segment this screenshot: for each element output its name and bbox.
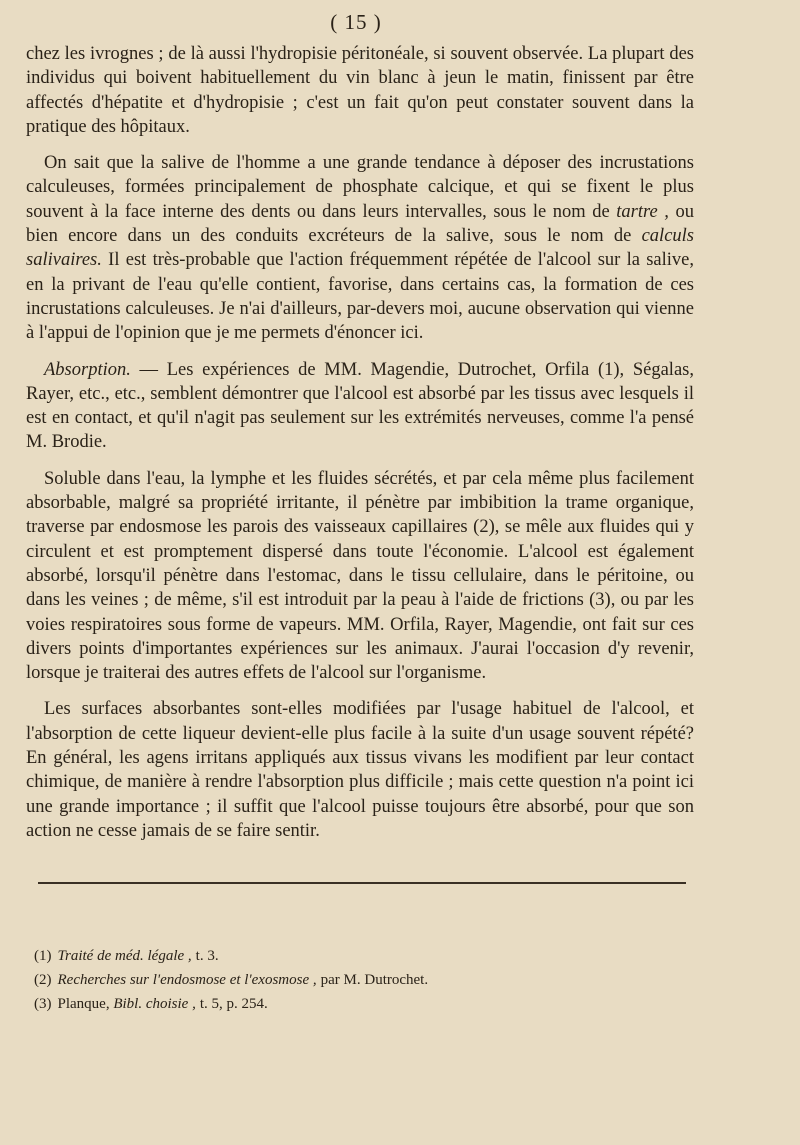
section-heading-absorption: Absorption. <box>44 359 131 380</box>
paragraph-2 <box>26 151 694 345</box>
footnote-1 <box>34 944 694 968</box>
paragraph-2-text-a: On sait que la salive de l'homme a une grande tendance à déposer des incrustations calculeuses, formées principalement de phosphate calcique, et qui se fixent le plus souvent à la face interne des dents ou dans leurs intervalles, sous le nom de <box>26 153 694 222</box>
paragraph-5: Les surfaces absorbantes sont-elles modifiées par l'usage habituel de l'alcool, et l'absorption de cette liqueur devient-elle plus facile à la suite d'un usage souvent répété? En général, les agens irritans appliqués aux tissus vivans les modifient par leur contact chimique, de manière à rendre l'absorption plus difficile ; mais cette question n'a point ici une grande importance ; il suffit que l'alcool puisse toujours être absorbé, pour que son action ne cesse jamais de se faire sentir. <box>26 699 694 841</box>
paragraph-2-text-c: Il est très-probable que l'action fréquemment répétée de l'alcool sur la salive, en la privant de l'eau qu'elle contient, favorise, dans certains cas, la formation de ces incrustations calculeuses. Je n'ai d'ailleurs, par-devers moi, aucune observation qui vienne à l'appui de l'opinion que je me permets d'énoncer ici. <box>26 250 694 344</box>
footnote-author: Planque, <box>57 996 110 1012</box>
term-tartre: tartre , <box>616 201 669 222</box>
footnote-title: Traité de méd. légale , <box>57 948 192 964</box>
paragraph-1: chez les ivrognes ; de là aussi l'hydropisie péritonéale, si souvent observée. La plupart des individus qui boivent habituellement du vin blanc à jeun le matin, finissent par être affectés d'hépatite et d'hydropisie ; c'est un fait qu'on peut constater souvent dans la pratique des hôpitaux. <box>26 44 694 137</box>
footnote-number: (1) <box>34 948 52 964</box>
footnote-reference: t. 5, p. 254. <box>199 996 268 1012</box>
paragraph-4: Soluble dans l'eau, la lymphe et les fluides sécrétés, et par cela même plus facilement absorbable, malgré sa propriété irritante, il pénètre par imbibition la trame organique, traverse par endosmose les parois des vaisseaux capillaires (2), se mêle aux fluides qui y circulent et est promptement dispersé dans toute l'économie. L'alcool est également absorbé, lorsqu'il pénètre dans l'estomac, dans le tissu cellulaire, dans le péritoine, ou dans les veines ; de même, s'il est introduit par la peau à l'aide de frictions (3), ou par les voies respiratoires sous forme de vapeurs. MM. Orfila, Rayer, Magendie, ont fait sur ces divers points d'importantes expériences sur les animaux. J'aurai l'occasion d'y revenir, lorsque je traiterai des autres effets de l'alcool sur l'organisme. <box>26 468 694 684</box>
footnote-title: Recherches sur l'endosmose et l'exosmose , <box>57 972 317 988</box>
paragraph-3-text: — Les expériences de MM. Magendie, Dutrochet, Orfila (1), Ségalas, Rayer, etc., etc., semblent démontrer que l'alcool est absorbé par les tissus avec lesquels il est en contact, et qu'il n'agit pas seulement sur les extrémités nerveuses, comme l'a pensé M. Brodie. <box>26 359 694 453</box>
footnote-3 <box>34 992 694 1016</box>
footnote-2 <box>34 968 694 992</box>
footnote-number: (2) <box>34 972 52 988</box>
paragraph-3 <box>26 358 694 455</box>
footnote-divider <box>38 882 686 884</box>
term-calculs-salivaires: calculs salivaires. <box>26 226 694 271</box>
footnotes <box>34 944 694 1016</box>
page-number: ( 15 ) <box>330 10 382 34</box>
body-text <box>26 42 694 855</box>
paragraph-2-text-b: ou bien encore dans un des conduits excréteurs de la salive, sous le nom de <box>26 201 694 247</box>
footnote-reference: par M. Dutrochet. <box>320 972 429 988</box>
footnote-number: (3) <box>34 996 52 1012</box>
footnote-reference: t. 3. <box>195 948 219 964</box>
footnote-title: Bibl. choisie , <box>113 996 196 1012</box>
